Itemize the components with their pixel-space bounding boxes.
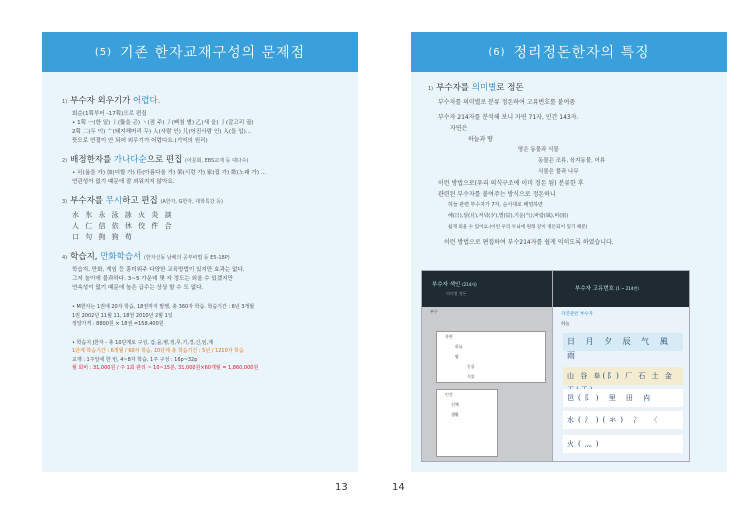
left-header-title: 기존 한자교재구성의 문제점	[119, 45, 306, 61]
right-page-header	[411, 32, 727, 72]
left-section-3-title: 3) 부수자를 무시하고 편집 (A한자, G한자, 대학특강 등)	[62, 196, 223, 206]
left-section-4-body: 학습지, 만화, 게임 등 흥미위주 다양한 교육방법이 있지만 효과는 없다. 그저 놀이에 불과하다. 3~5 가운데 몇 자 정도는 외울 수 있겠지만 연속성이 없기 때문에 높은 급수는 상상 할 수 도 없다.	[72, 267, 245, 291]
left-section-3-hanja: 水 氷 永 泳 詠 火 炎 談 人 仁 信 依 休 佼 件 合 口 句 拘 狗 苟	[72, 211, 174, 241]
index-tree-box-2: 인간 신체 생활	[436, 389, 498, 457]
number-row-fire: 火(灬)	[563, 435, 683, 453]
left-section-4-title: 4) 학습지, 만화학습서 (한자신동 남베의 공부비법 등 E5-18P)	[62, 252, 230, 262]
number-screenshot: 부수자 고유번호 (1 ~ 214번) 자연관련 부수자 하늘 日 月 夕 辰 气 風 雨 山 谷 阜(阝) 厂 石 土 金 邑(阝) 里 田 禸 水(氵)(氺) 冫 〈 火(灬)	[552, 270, 690, 462]
left-section-2-body: • 可(옳을 가) 加(더할 가) 佳(아름다울 가) 架(시렁 가) 家(집 가) 歌(노래 가) ... 연관성이 없기 때문에 잘 외워지지 않아요.	[72, 170, 267, 185]
left-section-1-title: 1) 부수자 외우기가 어렵다.	[62, 96, 161, 106]
number-row-earth: 山 谷 阜(阝) 厂 石 土 金	[563, 367, 683, 385]
index-tree-box-1: 자연 하늘 땅 동물 식물	[436, 331, 546, 383]
number-row-sky: 日 月 夕 辰 气 風 雨	[563, 333, 683, 351]
right-header-number: (6)	[488, 46, 506, 58]
right-section-1-body: 부수자를 의미별로 분류 정돈하여 고유번호를 붙여줌 부수자 214자를 분석해 보니 자연 71자, 인간 143자. 자연은 하늘과 땅 땅은 동물과 식물 동물은 조류, 육지동물, 어류 식물은 풀과 나무 이런 방법으로(우리 의식구조에 이미 정돈 됨) 분류한 후 관련된 부수자를 붙여주는 방식으로 정돈하니 하늘 관련 부수자가 7자, 순서대로 배열하면 해(日),달(月),저녁(夕),별(辰),기운(气),바람(風),비(雨) 쉽게 외울 수 있어요.(이런 우리 두뇌에 원래 같이 정돈되어 있기 때문) 이런 방법으로 편집하여 부수214자를 쉽게 익히도록 하였습니다.	[438, 99, 614, 246]
left-section-4-bullet-1: • M한자는 1권에 20자 학습, 18권까지 발행, 총 360자 학습. 학습기간 : 6년 3개월 1권 2002년 11월 11, 18권 2010년 2월 1일 정양가격 : 8800원 × 18권 =158,400원	[72, 304, 255, 327]
index-screenshot: 부수자 색인 (214자) 의미별 정돈 부수 자연 하늘 땅 동물 식물 인간 신체 생활	[421, 270, 553, 462]
right-page-content	[428, 84, 713, 248]
number-row-water: 水(氵)(氺) 冫 〈	[563, 411, 683, 429]
left-page-header	[42, 32, 358, 72]
right-header-title: 정리정돈한자의 특징	[513, 45, 650, 61]
left-section-2-title: 2) 배정한자를 가나다순으로 편집 (어문회, EBS교재 등 대다수)	[62, 155, 249, 165]
index-screenshot-subtitle: 의미별 정돈	[446, 291, 467, 296]
number-screenshot-label: 자연관련 부수자	[561, 312, 593, 317]
number-screenshot-title: 부수자 고유번호	[575, 286, 614, 292]
left-page-number: 13	[335, 482, 348, 493]
index-screenshot-title: 부수자 색인	[432, 282, 461, 288]
left-page-content	[62, 97, 352, 373]
left-section-4-bullet-2: • 학습지 J한자 - 총 10단계로 구성, 갑,을,병,정,무,기,경,신,임,계 1단계 학습기간 : 6개월 / 60자 학습, 10단계 총 학습기간 : 5년 / 1210자 학습 교재 : 1주일에 한 번, 4~8자 학습, 1주 구성 : 16p~32p 월 회비 : 31,000원 / 주 1회 관리 ~ 10~15분, 31,000원×60개월 = 1,860,000원	[72, 339, 259, 371]
right-section-1-title: 1) 부수자를 의미별로 정돈	[428, 83, 524, 93]
left-section-1-body: 회순(1획부터 -17획)으로 편집 • 1획 一(한 일) 丨(뚫을 곤) 丶(점 주) 丿(삐침 별) 乙(새 을) 亅(갈고리 궐) 2획 二(두 이) 亠(돼지해머리 두) 人(사람 인) 儿(어진사람 인) 入(들 입)... 뜻으로 연결이 안 되어 외우기가 어렵다요.(기억의 원리)	[72, 111, 254, 144]
number-row-land: 邑(阝) 里 田 禸	[563, 389, 683, 407]
left-header-number: (5)	[94, 46, 112, 58]
right-page-number: 14	[392, 482, 405, 493]
